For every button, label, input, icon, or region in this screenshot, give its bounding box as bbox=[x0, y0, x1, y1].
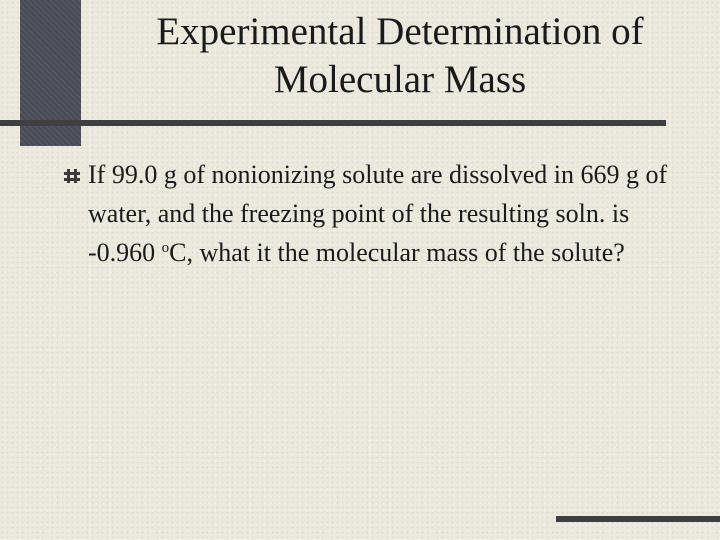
bullet-text bbox=[88, 155, 684, 272]
degree-superscript: o bbox=[161, 240, 170, 256]
title-divider bbox=[0, 120, 666, 126]
bullet-text-part-2: C, what it the molecular mass of the solute? bbox=[169, 238, 625, 267]
hash-bullet-icon bbox=[64, 168, 80, 184]
bullet-item bbox=[64, 155, 684, 272]
slide-title bbox=[100, 8, 700, 104]
bottom-divider bbox=[556, 516, 720, 522]
bullet-text-part-1: If 99.0 g of nonionizing solute are dissolved in 669 g of water, and the freezing point of the resulting soln. is -0.960 bbox=[88, 160, 668, 267]
slide-title-line-2: Molecular Mass bbox=[273, 58, 527, 101]
slide-title-line-1: Experimental Determination of bbox=[156, 10, 644, 53]
